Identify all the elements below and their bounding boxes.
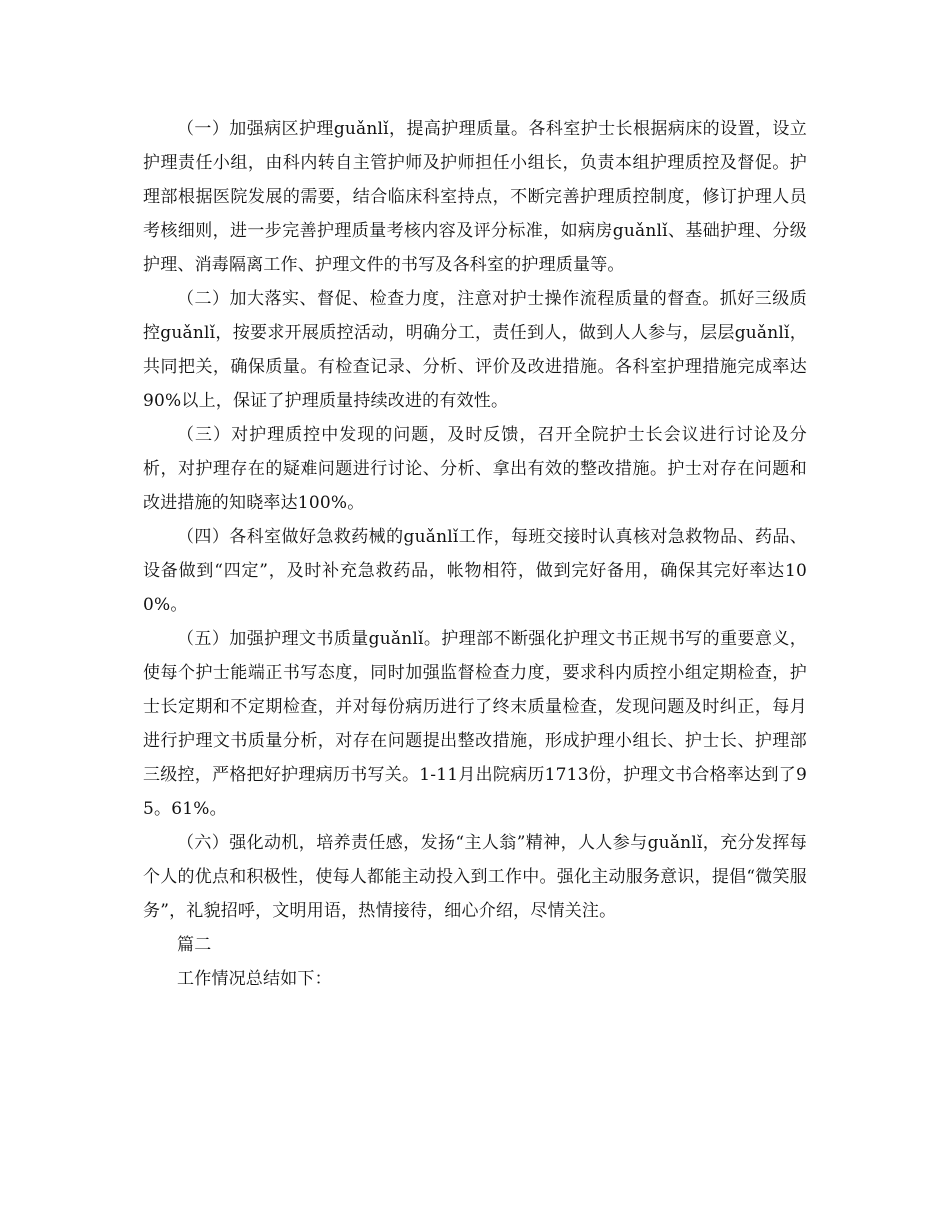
document-body	[143, 112, 807, 996]
paragraph-5: （五）加强护理文书质量guǎnlǐ。护理部不断强化护理文书正规书写的重要意义，使每个护士能端正书写态度，同时加强监督检查力度，要求科内质控小组定期检查，护士长定期和不定期检查，并对每份病历进行了终末质量检查，发现问题及时纠正，每月进行护理文书质量分析，对存在问题提出整改措施，形成护理小组长、护士长、护理部三级控，严格把好护理病历书写关。1-11月出院病历1713份，护理文书合格率达到了95。61%。	[143, 629, 807, 819]
paragraph-3: （三）对护理质控中发现的问题，及时反馈，召开全院护士长会议进行讨论及分析，对护理存在的疑难问题进行讨论、分析、拿出有效的整改措施。护士对存在问题和改进措施的知晓率达100%。	[143, 425, 807, 513]
section-heading: 篇二	[177, 935, 212, 955]
paragraph-2: （二）加大落实、督促、检查力度，注意对护士操作流程质量的督查。抓好三级质控guǎnlǐ，按要求开展质控活动，明确分工，责任到人，做到人人参与，层层guǎnlǐ，共同把关，确保质量。有检查记录、分析、评价及改进措施。各科室护理措施完成率达90%以上，保证了护理质量持续改进的有效性。	[143, 289, 807, 411]
paragraph-1: （一）加强病区护理guǎnlǐ，提高护理质量。各科室护士长根据病床的设置，设立护理责任小组，由科内转自主管护师及护师担任小组长，负责本组护理质控及督促。护理部根据医院发展的需要，结合临床科室持点，不断完善护理质控制度，修订护理人员考核细则，进一步完善护理质量考核内容及评分标准，如病房guǎnlǐ、基础护理、分级护理、消毒隔离工作、护理文件的书写及各科室的护理质量等。	[143, 119, 807, 275]
paragraph-6: （六）强化动机，培养责任感，发扬“主人翁”精神，人人参与guǎnlǐ，充分发挥每个人的优点和积极性，使每人都能主动投入到工作中。强化主动服务意识，提倡“微笑服务”，礼貌招呼，文明用语，热情接待，细心介绍，尽情关注。	[143, 833, 807, 921]
paragraph-4: （四）各科室做好急救药械的guǎnlǐ工作，每班交接时认真核对急救物品、药品、设备做到“四定”，及时补充急救药品，帐物相符，做到完好备用，确保其完好率达100%。	[143, 527, 807, 615]
closing-line: 工作情况总结如下：	[177, 969, 332, 989]
